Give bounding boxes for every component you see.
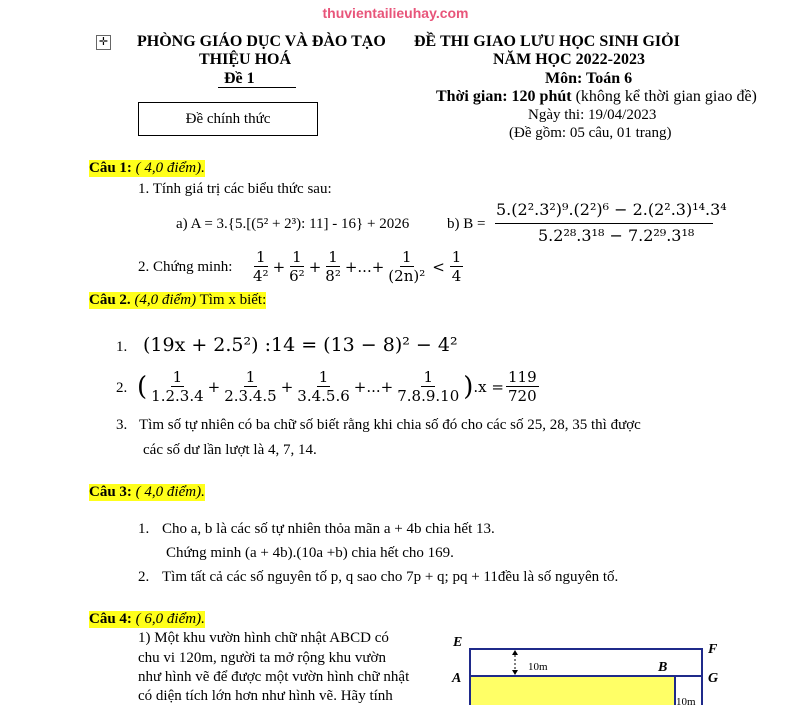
- cau1-heading: [89, 160, 205, 177]
- school-year: NĂM HỌC 2022-2023: [493, 51, 645, 68]
- org-line2: THIỆU HOÁ: [199, 51, 292, 68]
- cau2-points: (4,0 điểm): [130, 292, 197, 308]
- cau1-q2-expr: $\frac{1}{\text{4²}}$ + $\frac{1}{\text{6²}}$ + $\frac{1}{\text{8²}}$ +...+ $\frac{1}{\text{(2n)²}}$ < $\frac{1}{4}$: [253, 248, 462, 285]
- cau2-q3-line1: Tìm số tự nhiên có ba chữ số biết rằng khi chia số đó cho các số 25, 28, 35 thì được: [139, 417, 641, 433]
- cau3-q1-line1: Cho a, b là các số tự nhiên thỏa mãn a + 4b chia hết 13.: [162, 521, 495, 537]
- label-b: B: [658, 660, 668, 675]
- label-e: E: [453, 635, 463, 650]
- abcd-filled-area: [470, 676, 675, 705]
- exam-pages: (Đề gồm: 05 câu, 01 trang): [509, 125, 672, 141]
- dim-top-label: 10m: [528, 661, 548, 673]
- garden-figure: [440, 630, 740, 705]
- org-line1: PHÒNG GIÁO DỤC VÀ ĐÀO TẠO: [137, 33, 386, 50]
- official-badge: [138, 102, 318, 136]
- cau2-q2-num: 2.: [116, 380, 128, 396]
- cau3-heading: [89, 484, 205, 501]
- cau4-line: có diện tích lớn hơn như hình vẽ. Hãy tính: [138, 688, 393, 704]
- cau1-points: ( 4,0 điểm).: [131, 160, 205, 176]
- cau2-label: Câu 2.: [89, 292, 131, 308]
- cau3-q1-line2: Chứng minh (a + 4b).(10a +b) chia hết cho 169.: [166, 545, 454, 561]
- cau4-line: chu vi 120m, người ta mở rộng khu vườn: [138, 650, 386, 666]
- cau2-heading: [89, 292, 266, 309]
- cau2-q1-expr: (19x + 2.5²) :14 = (13 − 8)² − 4²: [143, 334, 458, 356]
- arrow-head-down: [512, 670, 518, 675]
- cau1-q1b-fraction-bar: [495, 223, 713, 224]
- cau1-q1a: a) A = 3.{5.[(5² + 2³): 11] - 16} + 2026: [176, 216, 410, 232]
- time-line: [436, 88, 757, 106]
- cau3-q2-num: 2.: [138, 569, 150, 585]
- dim-right-label: 10m: [676, 696, 696, 705]
- exam-title: ĐỀ THI GIAO LƯU HỌC SINH GIỎI: [414, 33, 680, 50]
- cau4-line: như hình vẽ để được một vườn hình chữ nhật: [138, 669, 410, 685]
- label-f: F: [708, 642, 718, 657]
- cau2-q2-expr: ( $\frac{1}{1.2.3.4}$ + $\frac{1}{2.3.4.5}$ + $\frac{1}{3.4.5.6}$ +...+ $\frac{1}{7.8.9.10}$ ) .x = $\frac{119}{720}$: [137, 368, 537, 405]
- cau3-q2-line: Tìm tất cả các số nguyên tố p, q sao cho 7p + q; pq + 11đều là số nguyên tố.: [162, 569, 619, 585]
- cau2-q1-num: 1.: [116, 339, 128, 355]
- label-a: A: [452, 671, 462, 686]
- cau1-q1: 1. Tính giá trị các biểu thức sau:: [138, 181, 332, 197]
- subject: Môn: Toán 6: [545, 70, 633, 87]
- exam-number: Đề 1: [224, 70, 255, 87]
- cau4-points: ( 6,0 điểm).: [131, 611, 205, 627]
- cau1-q1b-prefix: b) B =: [447, 216, 486, 232]
- label-g: G: [708, 671, 719, 686]
- cau4-line: 1) Một khu vườn hình chữ nhật ABCD có: [138, 630, 389, 646]
- arrow-head-up: [512, 650, 518, 655]
- cau3-q1-num: 1.: [138, 521, 150, 537]
- header-underline: [218, 87, 296, 88]
- cau4-label: Câu 4:: [89, 611, 132, 627]
- cau4-heading: [89, 611, 205, 628]
- cau1-q2-prefix: 2. Chứng minh:: [138, 259, 233, 275]
- cau3-points: ( 4,0 điểm).: [131, 484, 205, 500]
- official-label: Đề chính thức: [185, 111, 271, 127]
- time-label: Thời gian: 120 phút: [436, 88, 572, 105]
- cau1-label: Câu 1:: [89, 160, 132, 176]
- time-note: (không kể thời gian giao đề): [571, 88, 757, 105]
- move-handle-icon[interactable]: ✛: [96, 35, 111, 50]
- cau1-q1b-numerator: 5.(2².3²)⁹.(2²)⁶ − 2.(2².3)¹⁴.3⁴: [496, 200, 727, 219]
- cau2-title: Tìm x biết:: [196, 292, 267, 308]
- cau2-q3-line2: các số dư lần lượt là 4, 7, 14.: [143, 442, 317, 458]
- cau3-label: Câu 3:: [89, 484, 132, 500]
- cau1-q1b-denominator: 5.2²⁸.3¹⁸ − 7.2²⁹.3¹⁸: [538, 226, 695, 245]
- exam-date: Ngày thi: 19/04/2023: [528, 107, 657, 123]
- watermark: thuvientailieuhay.com: [322, 5, 469, 21]
- cau2-q3-num: 3.: [116, 417, 128, 433]
